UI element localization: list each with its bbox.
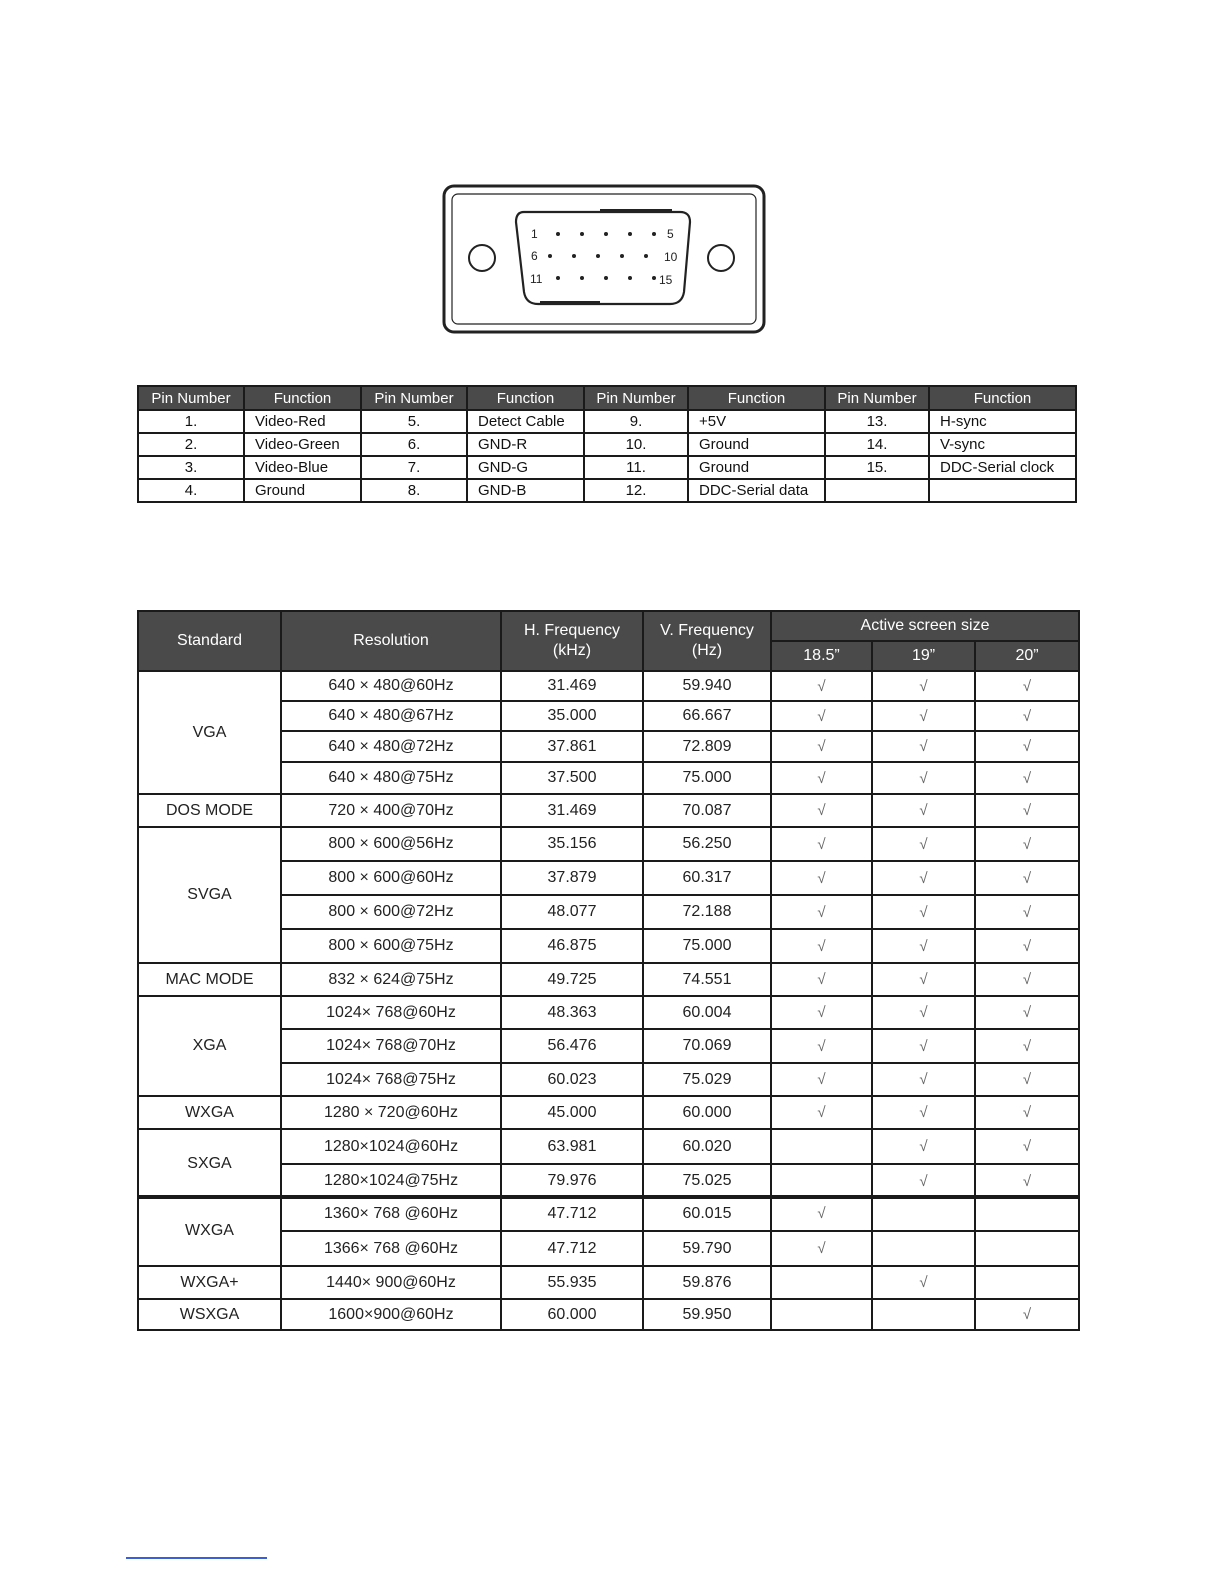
resolution-cell: 640 × 480@75Hz: [281, 762, 501, 794]
size-support-cell: √: [872, 762, 975, 794]
h-frequency-cell: 79.976: [501, 1164, 643, 1198]
pin-label-5: 5: [667, 227, 674, 241]
size-support-cell: [975, 1196, 1079, 1231]
pin-function-cell: DDC-Serial data: [688, 479, 825, 502]
size-support-cell: √: [872, 794, 975, 827]
header-size-18-5: 18.5”: [771, 641, 872, 671]
h-frequency-unit: (kHz): [552, 642, 592, 659]
header-size-19: 19”: [872, 641, 975, 671]
timing-table: [137, 610, 1080, 1199]
resolution-cell: 1280×1024@75Hz: [281, 1164, 501, 1198]
size-support-cell: √: [872, 996, 975, 1029]
timing-row: [138, 996, 1079, 1029]
pin-function-cell: GND-G: [467, 456, 584, 479]
timing-row: [138, 794, 1079, 827]
pin-number-cell: 4.: [138, 479, 244, 502]
v-frequency-cell: 74.551: [643, 963, 771, 996]
size-support-cell: √: [975, 701, 1079, 731]
header-active-screen-size: Active screen size: [771, 611, 1079, 641]
standard-cell: WXGA+: [138, 1266, 281, 1299]
h-frequency-cell: 56.476: [501, 1029, 643, 1063]
size-support-cell: [771, 1299, 872, 1330]
resolution-cell: 640 × 480@67Hz: [281, 701, 501, 731]
size-support-cell: √: [975, 929, 1079, 963]
v-frequency-cell: 75.029: [643, 1063, 771, 1096]
timing-row: [138, 671, 1079, 701]
v-frequency-cell: 60.000: [643, 1096, 771, 1129]
v-frequency-cell: 75.000: [643, 929, 771, 963]
standard-cell: XGA: [138, 996, 281, 1096]
pin-function-cell: Video-Red: [244, 410, 361, 433]
standard-cell: WXGA: [138, 1096, 281, 1129]
size-support-cell: √: [872, 671, 975, 701]
resolution-cell: 1024× 768@70Hz: [281, 1029, 501, 1063]
pin-function-cell: GND-R: [467, 433, 584, 456]
resolution-cell: 1280 × 720@60Hz: [281, 1096, 501, 1129]
h-frequency-cell: 48.077: [501, 895, 643, 929]
pin-number-cell: 14.: [825, 433, 929, 456]
size-support-cell: √: [872, 861, 975, 895]
size-support-cell: [872, 1231, 975, 1266]
size-support-cell: √: [771, 671, 872, 701]
pin-number-cell: 10.: [584, 433, 688, 456]
pin-function-cell: +5V: [688, 410, 825, 433]
size-support-cell: √: [771, 827, 872, 861]
size-support-cell: √: [771, 762, 872, 794]
h-frequency-cell: 55.935: [501, 1266, 643, 1299]
pin-table-header: [138, 386, 1076, 410]
header-v-frequency: [643, 611, 771, 671]
pin-number-cell: 1.: [138, 410, 244, 433]
h-frequency-cell: 60.023: [501, 1063, 643, 1096]
v-frequency-cell: 60.004: [643, 996, 771, 1029]
pin-label-15: 15: [659, 273, 673, 287]
resolution-cell: 1440× 900@60Hz: [281, 1266, 501, 1299]
h-frequency-cell: 60.000: [501, 1299, 643, 1330]
standard-cell: VGA: [138, 671, 281, 794]
pin-function-cell: Video-Green: [244, 433, 361, 456]
pin-number-cell: 12.: [584, 479, 688, 502]
v-frequency-cell: 66.667: [643, 701, 771, 731]
timing-row: [138, 1196, 1079, 1231]
header-function: Function: [244, 386, 361, 410]
pin-number-cell: 9.: [584, 410, 688, 433]
size-support-cell: √: [872, 827, 975, 861]
pin-table-row: [138, 433, 1076, 456]
size-support-cell: √: [872, 929, 975, 963]
size-support-cell: √: [771, 1029, 872, 1063]
header-function: Function: [467, 386, 584, 410]
standard-cell: WSXGA: [138, 1299, 281, 1330]
header-size-20: 20”: [975, 641, 1079, 671]
size-support-cell: √: [872, 731, 975, 762]
resolution-cell: 1280×1024@60Hz: [281, 1129, 501, 1164]
v-frequency-cell: 56.250: [643, 827, 771, 861]
size-support-cell: √: [975, 762, 1079, 794]
v-frequency-cell: 59.940: [643, 671, 771, 701]
h-frequency-cell: 48.363: [501, 996, 643, 1029]
h-frequency-cell: 37.500: [501, 762, 643, 794]
resolution-cell: 800 × 600@75Hz: [281, 929, 501, 963]
size-support-cell: √: [872, 1063, 975, 1096]
pin-number-cell: 2.: [138, 433, 244, 456]
size-support-cell: √: [872, 963, 975, 996]
size-support-cell: √: [975, 996, 1079, 1029]
size-support-cell: √: [771, 1096, 872, 1129]
header-function: Function: [688, 386, 825, 410]
header-pin-number: Pin Number: [584, 386, 688, 410]
pin-label-11: 11: [530, 272, 543, 286]
size-support-cell: √: [771, 996, 872, 1029]
v-frequency-label: V. Frequency: [660, 622, 754, 639]
header-standard: Standard: [138, 611, 281, 671]
standard-cell: SVGA: [138, 827, 281, 963]
pin-number-cell: 15.: [825, 456, 929, 479]
size-support-cell: [872, 1196, 975, 1231]
v-frequency-cell: 60.317: [643, 861, 771, 895]
header-pin-number: Pin Number: [825, 386, 929, 410]
size-support-cell: [975, 1231, 1079, 1266]
size-support-cell: √: [975, 1299, 1079, 1330]
size-support-cell: √: [975, 1096, 1079, 1129]
h-frequency-cell: 63.981: [501, 1129, 643, 1164]
standard-cell: WXGA: [138, 1196, 281, 1266]
v-frequency-cell: 60.020: [643, 1129, 771, 1164]
v-frequency-cell: 72.809: [643, 731, 771, 762]
v-frequency-cell: 59.790: [643, 1231, 771, 1266]
pin-number-cell: 5.: [361, 410, 467, 433]
pin-function-cell: Ground: [688, 456, 825, 479]
pin-function-cell: V-sync: [929, 433, 1076, 456]
size-support-cell: √: [975, 963, 1079, 996]
pin-number-cell: [825, 479, 929, 502]
header-h-frequency: [501, 611, 643, 671]
resolution-cell: 800 × 600@60Hz: [281, 861, 501, 895]
pin-number-cell: 11.: [584, 456, 688, 479]
h-frequency-cell: 47.712: [501, 1231, 643, 1266]
size-support-cell: [771, 1266, 872, 1299]
pin-assignment-table: [137, 385, 1077, 503]
pin-table-row: [138, 479, 1076, 502]
h-frequency-cell: 47.712: [501, 1196, 643, 1231]
timing-row: [138, 1266, 1079, 1299]
size-support-cell: √: [975, 895, 1079, 929]
size-support-cell: √: [872, 1164, 975, 1198]
size-support-cell: √: [975, 731, 1079, 762]
header-resolution: Resolution: [281, 611, 501, 671]
size-support-cell: √: [975, 827, 1079, 861]
header-function: Function: [929, 386, 1076, 410]
timing-header-row: [138, 611, 1079, 641]
size-support-cell: √: [771, 794, 872, 827]
resolution-cell: 800 × 600@56Hz: [281, 827, 501, 861]
pin-number-cell: 3.: [138, 456, 244, 479]
timing-table-extra: [137, 1195, 1080, 1331]
pin-function-cell: H-sync: [929, 410, 1076, 433]
size-support-cell: √: [872, 1129, 975, 1164]
v-frequency-cell: 59.876: [643, 1266, 771, 1299]
h-frequency-cell: 31.469: [501, 794, 643, 827]
size-support-cell: √: [771, 701, 872, 731]
size-support-cell: [975, 1266, 1079, 1299]
size-support-cell: √: [872, 1096, 975, 1129]
pin-number-cell: 6.: [361, 433, 467, 456]
pin-function-cell: Detect Cable: [467, 410, 584, 433]
size-support-cell: √: [771, 1231, 872, 1266]
pin-number-cell: 8.: [361, 479, 467, 502]
timing-row: [138, 1299, 1079, 1330]
resolution-cell: 1024× 768@60Hz: [281, 996, 501, 1029]
v-frequency-cell: 59.950: [643, 1299, 771, 1330]
pin-label-1: 1: [531, 227, 538, 241]
h-frequency-cell: 37.879: [501, 861, 643, 895]
timing-row: [138, 1096, 1079, 1129]
vga-d-sub-connector-icon: [440, 182, 770, 336]
resolution-cell: 640 × 480@72Hz: [281, 731, 501, 762]
size-support-cell: [771, 1129, 872, 1164]
resolution-cell: 800 × 600@72Hz: [281, 895, 501, 929]
pin-table-row: [138, 410, 1076, 433]
resolution-cell: 1024× 768@75Hz: [281, 1063, 501, 1096]
v-frequency-cell: 75.000: [643, 762, 771, 794]
h-frequency-cell: 37.861: [501, 731, 643, 762]
v-frequency-cell: 60.015: [643, 1196, 771, 1231]
pin-number-cell: 13.: [825, 410, 929, 433]
size-support-cell: √: [975, 861, 1079, 895]
pin-function-cell: [929, 479, 1076, 502]
size-support-cell: √: [771, 1196, 872, 1231]
pin-number-cell: 7.: [361, 456, 467, 479]
standard-cell: DOS MODE: [138, 794, 281, 827]
header-pin-number: Pin Number: [138, 386, 244, 410]
resolution-cell: 640 × 480@60Hz: [281, 671, 501, 701]
size-support-cell: √: [975, 1164, 1079, 1198]
v-frequency-cell: 72.188: [643, 895, 771, 929]
timing-row: [138, 827, 1079, 861]
size-support-cell: √: [771, 895, 872, 929]
standard-cell: MAC MODE: [138, 963, 281, 996]
resolution-cell: 832 × 624@75Hz: [281, 963, 501, 996]
size-support-cell: √: [872, 1266, 975, 1299]
h-frequency-cell: 49.725: [501, 963, 643, 996]
pin-function-cell: GND-B: [467, 479, 584, 502]
size-support-cell: √: [872, 895, 975, 929]
pin-function-cell: Video-Blue: [244, 456, 361, 479]
v-frequency-cell: 70.087: [643, 794, 771, 827]
standard-cell: SXGA: [138, 1129, 281, 1198]
pin-label-6: 6: [531, 249, 538, 263]
v-frequency-unit: (Hz): [691, 642, 723, 659]
h-frequency-cell: 46.875: [501, 929, 643, 963]
size-support-cell: √: [771, 861, 872, 895]
size-support-cell: √: [771, 1063, 872, 1096]
header-pin-number: Pin Number: [361, 386, 467, 410]
size-support-cell: √: [975, 1129, 1079, 1164]
resolution-cell: 1366× 768 @60Hz: [281, 1231, 501, 1266]
size-support-cell: √: [771, 731, 872, 762]
timing-row: [138, 1129, 1079, 1164]
h-frequency-label: H. Frequency: [523, 622, 621, 639]
footer-rule: [126, 1557, 267, 1559]
h-frequency-cell: 35.156: [501, 827, 643, 861]
h-frequency-cell: 31.469: [501, 671, 643, 701]
pin-function-cell: Ground: [244, 479, 361, 502]
size-support-cell: √: [771, 929, 872, 963]
resolution-cell: 720 × 400@70Hz: [281, 794, 501, 827]
size-support-cell: √: [975, 671, 1079, 701]
size-support-cell: [771, 1164, 872, 1198]
v-frequency-cell: 70.069: [643, 1029, 771, 1063]
size-support-cell: √: [975, 794, 1079, 827]
pin-function-cell: DDC-Serial clock: [929, 456, 1076, 479]
resolution-cell: 1600×900@60Hz: [281, 1299, 501, 1330]
size-support-cell: √: [771, 963, 872, 996]
pin-function-cell: Ground: [688, 433, 825, 456]
resolution-cell: 1360× 768 @60Hz: [281, 1196, 501, 1231]
size-support-cell: √: [975, 1029, 1079, 1063]
size-support-cell: √: [872, 701, 975, 731]
size-support-cell: √: [872, 1029, 975, 1063]
h-frequency-cell: 45.000: [501, 1096, 643, 1129]
size-support-cell: √: [975, 1063, 1079, 1096]
h-frequency-cell: 35.000: [501, 701, 643, 731]
size-support-cell: [872, 1299, 975, 1330]
pin-table-row: [138, 456, 1076, 479]
pin-label-10: 10: [664, 250, 678, 264]
timing-row: [138, 963, 1079, 996]
v-frequency-cell: 75.025: [643, 1164, 771, 1198]
